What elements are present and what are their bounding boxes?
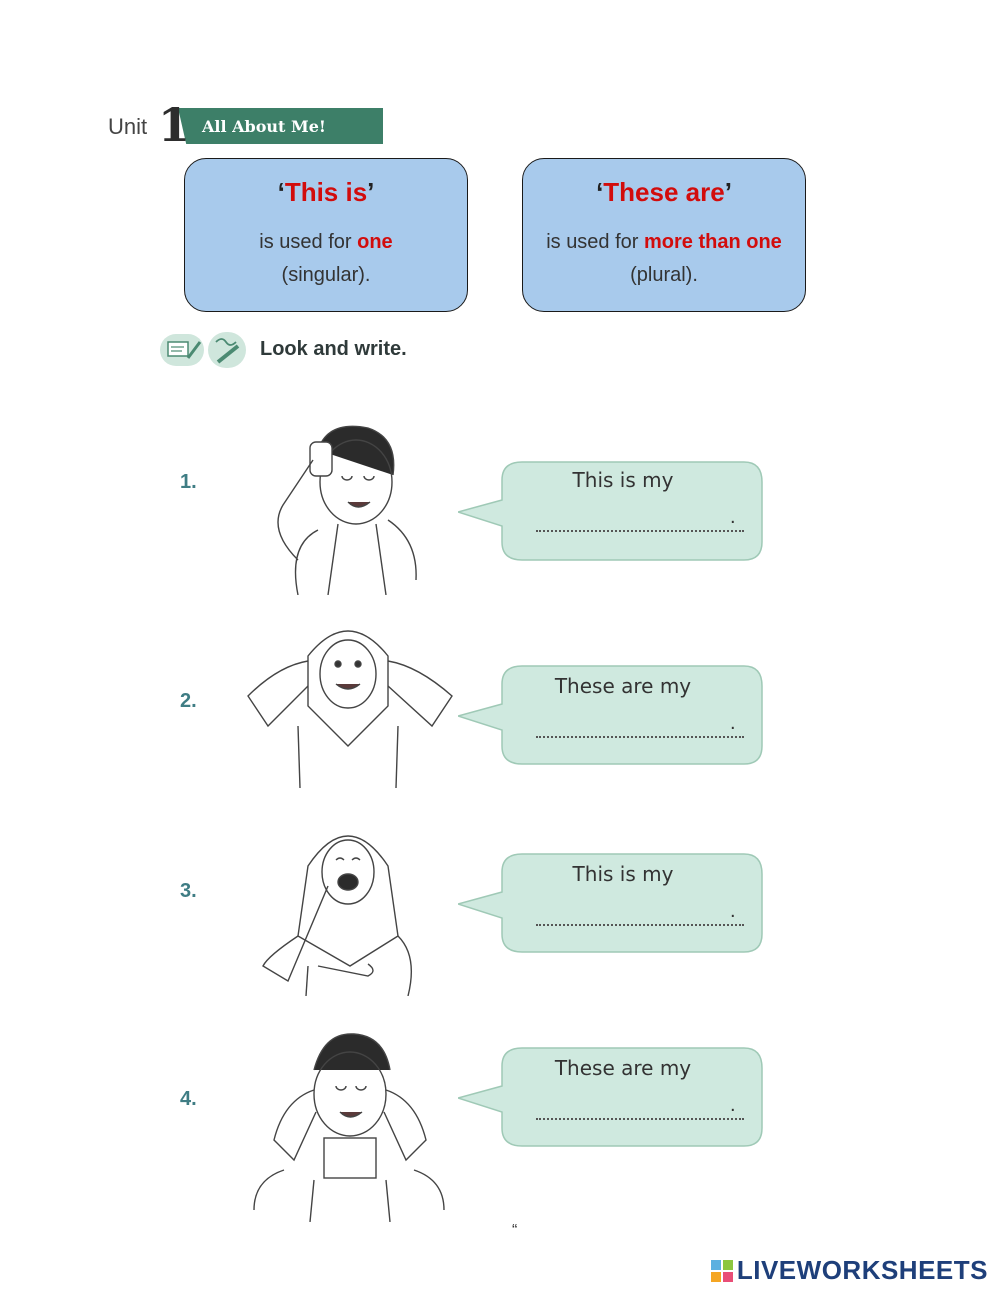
speech-bubble [458, 664, 764, 768]
item-number: 1. [180, 471, 197, 493]
answer-line[interactable] [536, 1118, 744, 1120]
item-number: 2. [180, 690, 197, 712]
bubble-period: . [730, 900, 736, 922]
unit-title: All About Me! [202, 117, 326, 136]
rule-title: ‘These are’ [596, 177, 732, 207]
bubble-prompt: This is my [572, 468, 674, 492]
bubble-prompt: This is my [572, 862, 674, 886]
boy-cupping-ears-image [244, 1030, 456, 1222]
rule-box-these-are [522, 158, 806, 312]
bubble-period: . [730, 712, 736, 734]
bubble-period: . [730, 1094, 736, 1116]
answer-line[interactable] [536, 924, 744, 926]
unit-label: Unit [108, 114, 148, 139]
bubble-period: . [730, 506, 736, 528]
item-number: 3. [180, 880, 197, 902]
rule-text: is used for more than one (plural). [546, 231, 782, 286]
worksheet-pencil-icon [160, 334, 204, 366]
pen-scribble-icon [208, 332, 246, 368]
speech-bubble [458, 460, 764, 564]
bubble-prompt: These are my [554, 674, 692, 698]
rule-title: ‘This is’ [277, 177, 375, 207]
rule-text: is used for one (singular). [259, 231, 393, 286]
girl-touching-ears-image [238, 616, 462, 788]
footer-mark: “ [512, 1222, 518, 1239]
boy-touching-hair-image [258, 420, 428, 595]
speech-bubble [458, 852, 764, 956]
liveworksheets-logo [711, 1255, 988, 1286]
answer-line[interactable] [536, 736, 744, 738]
unit-number: 1 [158, 98, 191, 152]
girl-pointing-mouth-image [258, 816, 438, 996]
answer-line[interactable] [536, 530, 744, 532]
brand-text: LIVEWORKSHEETS [736, 1255, 988, 1285]
rule-box-this-is [184, 158, 468, 312]
bubble-prompt: These are my [554, 1056, 692, 1080]
instruction-text: Look and write. [260, 338, 407, 360]
brand-tiles-icon [711, 1260, 733, 1282]
speech-bubble [458, 1046, 764, 1150]
item-number: 4. [180, 1088, 197, 1110]
